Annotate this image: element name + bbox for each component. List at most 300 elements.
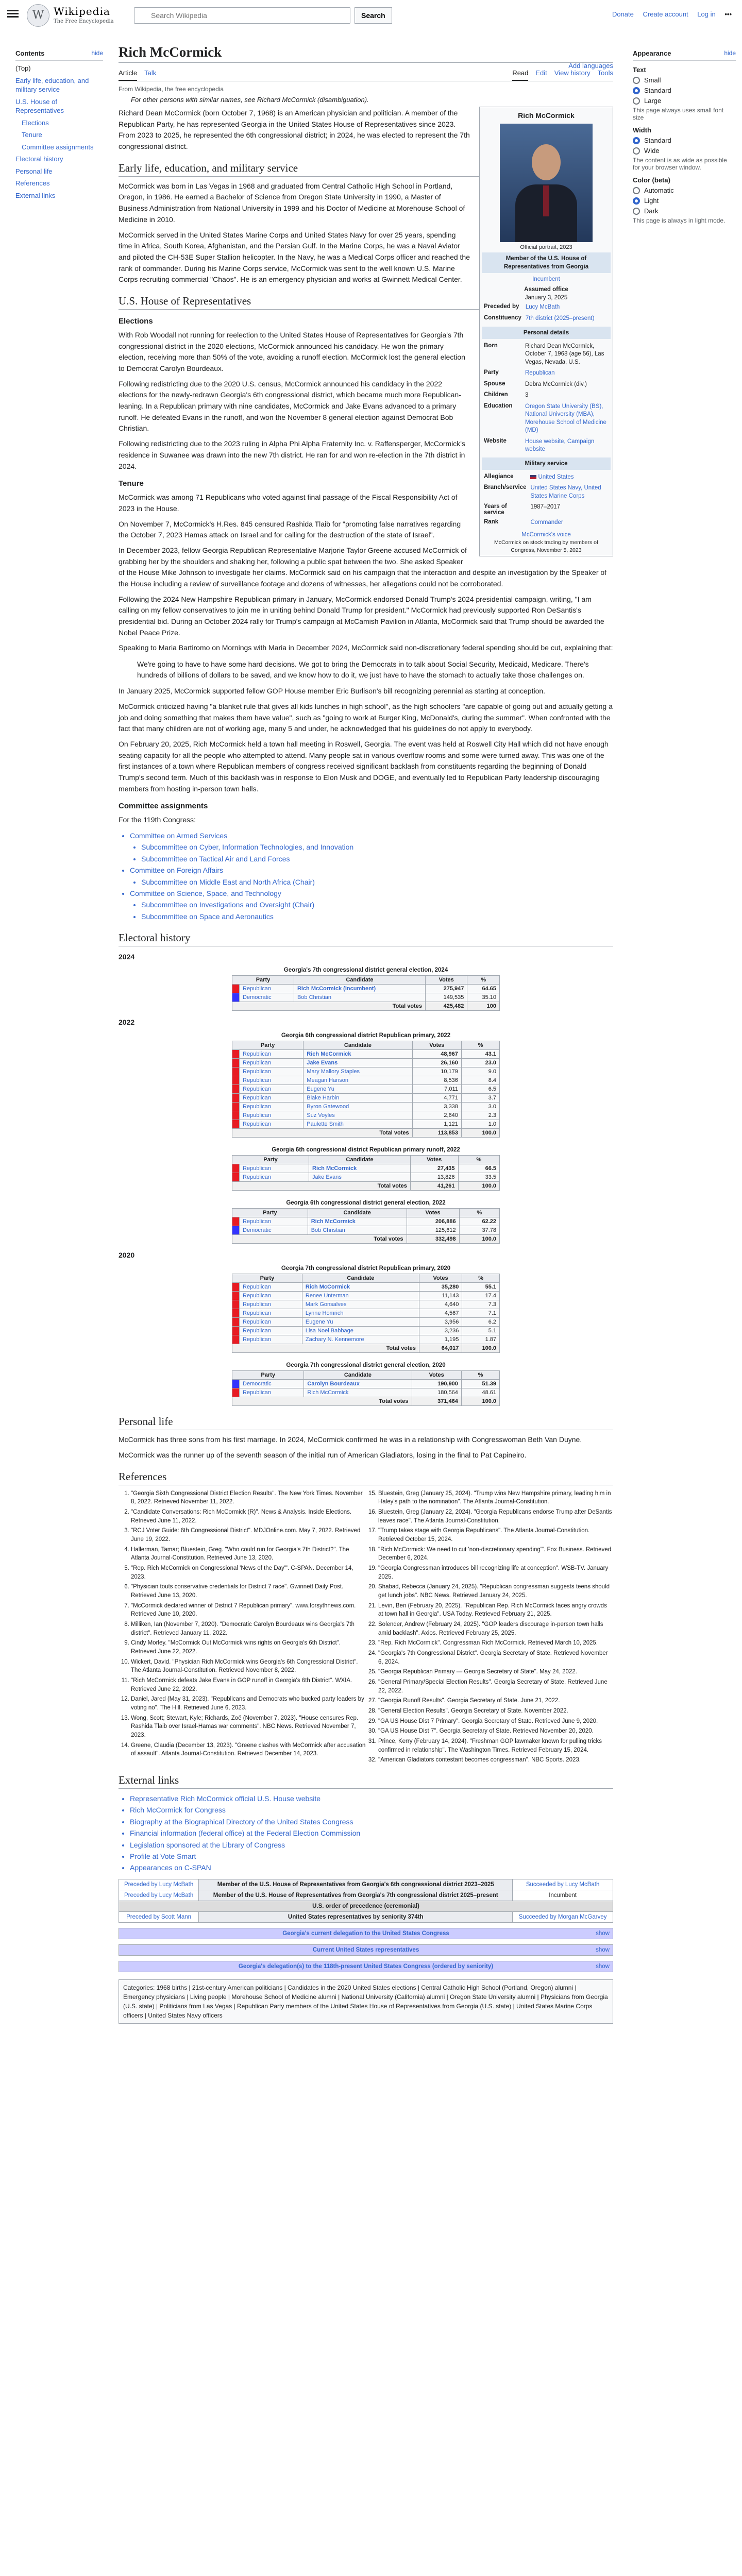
toc-item-external-links[interactable]: External links [15, 192, 56, 200]
site-header [0, 0, 742, 31]
table-row [232, 1300, 500, 1309]
tenure-paragraph: In January 2025, McCormick supported fellow GOP House member Eric Burlison's bill recognizing perennial as starting at conception. [119, 687, 546, 696]
party-color-swatch [232, 1120, 240, 1129]
external-link[interactable]: • Biography at the Biographical Directory of the United States Congress [130, 1816, 613, 1827]
tenure-paragraph: On November 7, McCormick's H.Res. 845 censured Rashida Tlaib for "promoting false narratives regarding the October 7, 2023 Hamas attack on Israel and for calling for the destruction of the state of Israel". [119, 519, 461, 539]
categories-box: Categories: 1968 births | 21st-century American politicians | Candidates in the 2020 United States elections | Central Catholic High School (Portland, Oregon) alumni | Emergency physicians | Living people | Morehouse School of Medicine alumni | National University (California) alumni | Oregon State University alumni | Physicians from Georgia (U.S. state) | Politicians from Las Vegas | Republican Party members of the United States House of Representatives from Georgia (U.S. state) | United States Marine Corps officers | United States Navy officers [119, 1979, 613, 2024]
party-cell[interactable]: Republican [240, 1103, 303, 1111]
branch-label: Branch/service [484, 484, 527, 491]
table-row [232, 1164, 500, 1173]
percent-cell: 62.22 [459, 1217, 499, 1226]
party-color-swatch [232, 1164, 240, 1173]
subsection-heading-elections: Elections [119, 316, 153, 326]
party-cell[interactable]: Republican [240, 1327, 302, 1335]
military-service-band: Military service [482, 457, 611, 470]
user-links [605, 10, 732, 18]
reference-item: 15. Bluestein, Greg (January 25, 2024). "Trump wins New Hampshire primary, leading him in Haley's path to the nomination". The Atlanta Journal-Constitution. [378, 1489, 613, 1506]
votes-cell: 8,536 [412, 1076, 461, 1085]
votes-cell: 4,567 [419, 1309, 462, 1318]
committee-item[interactable]: • Subcommittee on Tactical Air and Land Forces [141, 853, 613, 865]
search-button[interactable]: Search [355, 7, 392, 24]
color-option-automatic[interactable] [633, 187, 736, 194]
committee-item[interactable]: • Committee on Foreign Affairs [130, 865, 613, 876]
percent-cell: 1.0 [461, 1120, 499, 1129]
tab-edit[interactable]: Edit [535, 69, 547, 77]
radio-icon[interactable] [633, 208, 640, 215]
tenure-paragraph: Following the 2024 New Hampshire Republican primary in January, McCormick endorsed Donald Trump's 2024 presidential campaign, writing, "I am calling on my fellow conservatives to join me in uniting behind Donald Trump for president." McCormick had previously supported Ron DeSantis's presidential bid. During an October 2024 rally for Trump's campaign at McCamish Pavilion in Atlanta, McCormick said that Trump should be awarded the Nobel Peace Prize. [119, 595, 604, 637]
toc-item-elections[interactable]: Elections [22, 118, 49, 127]
electoral-tables [119, 953, 613, 1406]
party-cell[interactable]: Democratic [240, 1380, 304, 1388]
voice-caption: McCormick on stock trading by members of Congress, November 5, 2023 [494, 539, 598, 553]
external-link[interactable]: • Rich McCormick for Congress [130, 1804, 613, 1816]
born-label: Born [484, 342, 498, 349]
radio-icon[interactable] [633, 87, 640, 94]
reference-item: 31. Prince, Kerry (February 14, 2024). "Freshman GOP lawmaker known for pulling tricks confirmed in relationship". The Washington Times. Retrieved February 15, 2024. [378, 1737, 613, 1754]
candidate-cell[interactable]: Zachary N. Kennemore [302, 1335, 419, 1344]
party-cell[interactable]: Republican [240, 985, 294, 993]
committee-list [119, 830, 613, 922]
table-row [232, 1217, 500, 1226]
precedence-band: U.S. order of precedence (ceremonial) [119, 1901, 613, 1911]
external-link[interactable]: • Appearances on C-SPAN [130, 1862, 613, 1873]
table-row [232, 1076, 500, 1085]
color-option-light[interactable] [633, 197, 736, 205]
rank-label: Rank [484, 519, 499, 526]
succession-preceded[interactable]: Preceded by Lucy McBath [119, 1890, 199, 1901]
column-header-votes: Votes [412, 1371, 461, 1380]
party-cell[interactable]: Republican [240, 1111, 303, 1120]
party-color-swatch [232, 1309, 240, 1318]
education-value[interactable]: Oregon State University (BS), National University (MBA), Morehouse School of Medicine (MD) [525, 403, 606, 434]
party-cell[interactable]: Republican [240, 1120, 303, 1129]
party-color-swatch [232, 1050, 240, 1059]
party-color-swatch [232, 1173, 240, 1182]
reference-item: 1. "Georgia Sixth Congressional District Election Results". The New York Times. November 8, 2022. Retrieved November 11, 2022. [131, 1489, 366, 1506]
years-value: 1987–2017 [530, 504, 561, 511]
reference-item: 27. "Georgia Runoff Results". Georgia Secretary of State. June 21, 2022. [378, 1697, 613, 1705]
section-heading-early-life: Early life, education, and military service [119, 162, 613, 177]
color-description: This page is always in light mode. [633, 217, 726, 224]
candidate-cell[interactable]: Rich McCormick (incumbent) [294, 985, 425, 993]
navbox-title-link[interactable]: Georgia's current delegation to the United States Congress [282, 1930, 449, 1937]
navbox-title-link[interactable]: Current United States representatives [312, 1946, 419, 1953]
portrait-image[interactable] [500, 124, 593, 242]
infobox [479, 107, 613, 556]
table-row [232, 1094, 500, 1103]
party-cell[interactable]: Republican [240, 1076, 303, 1085]
personal-paragraph: McCormick has three sons from his first marriage. In 2024, McCormick confirmed he was in a relationship with Congresswoman Beth Van Duyne. [119, 1435, 582, 1444]
party-cell[interactable]: Republican [240, 1283, 302, 1292]
total-row [232, 1182, 500, 1191]
allegiance-value[interactable]: United States [538, 473, 574, 480]
incumbent-link[interactable]: Incumbent [532, 276, 560, 283]
column-header-candidate: Candidate [309, 1156, 411, 1164]
column-header-candidate: Candidate [308, 1209, 407, 1217]
table-row [232, 985, 500, 993]
committee-item[interactable]: • Subcommittee on Space and Aeronautics [141, 911, 613, 922]
infobox-name: Rich McCormick [518, 111, 575, 120]
party-cell[interactable]: Republican [240, 1292, 302, 1300]
committee-item[interactable]: • Committee on Armed Services [130, 830, 613, 841]
reference-item: 21. Levin, Ben (February 20, 2025). "Republican Rep. Rich McCormick faces angry crowds at town hall in Georgia". USA Today. Retrieved February 21, 2025. [378, 1602, 613, 1619]
reference-item: 29. "GA US House Dist 7 Primary". Georgia Secretary of State. Retrieved June 9, 2020. [378, 1717, 613, 1726]
candidate-cell[interactable]: Lynne Homrich [302, 1309, 419, 1318]
party-color-swatch [232, 1103, 240, 1111]
votes-cell: 7,011 [412, 1085, 461, 1094]
column-header-percent: % [462, 1274, 500, 1283]
subsection-heading-committees: Committee assignments [119, 802, 208, 811]
candidate-cell[interactable]: Meagan Hanson [303, 1076, 412, 1085]
total-votes-label: Total votes [232, 1182, 411, 1191]
subsection-heading-tenure: Tenure [119, 479, 144, 488]
candidate-cell[interactable]: Renee Unterman [302, 1292, 419, 1300]
party-color-swatch [232, 1380, 240, 1388]
candidate-cell[interactable]: Rich McCormick [303, 1050, 412, 1059]
candidate-cell[interactable]: Eugene Yu [302, 1318, 419, 1327]
tab-talk[interactable]: Talk [144, 69, 157, 77]
total-votes-value: 425,482 [425, 1002, 467, 1011]
section-heading-personal-life: Personal life [119, 1415, 613, 1430]
candidate-cell[interactable]: Rich McCormick [304, 1388, 412, 1397]
votes-cell: 4,640 [419, 1300, 462, 1309]
text-size-option-label: Small [644, 76, 661, 84]
total-row [232, 1397, 500, 1406]
external-link[interactable]: • Financial information (federal office) at the Federal Election Commission [130, 1827, 613, 1839]
committee-item[interactable]: • Subcommittee on Middle East and North Africa (Chair) [141, 876, 613, 888]
party-cell[interactable]: Democratic [240, 993, 294, 1002]
table-row [232, 1292, 500, 1300]
total-votes-label: Total votes [232, 1344, 419, 1353]
reference-item: 12. Daniel, Jared (May 31, 2023). "Republicans and Democrats who bucked party leaders by voting no". The Hill. Retrieved June 6, 2023. [131, 1695, 366, 1712]
navbox-title-link[interactable]: Georgia's delegation(s) to the 118th-present United States Congress (ordered by seniority) [238, 1963, 494, 1970]
portrait-caption: Official portrait, 2023 [520, 244, 572, 250]
party-cell[interactable]: Democratic [240, 1226, 308, 1235]
total-votes-value: 332,498 [407, 1235, 459, 1244]
add-languages-button[interactable]: Add languages [568, 62, 613, 70]
party-color-swatch [232, 1318, 240, 1327]
children-label: Children [484, 392, 508, 398]
votes-cell: 125,612 [407, 1226, 459, 1235]
radio-icon[interactable] [633, 77, 640, 84]
site-tagline: From Wikipedia, the free encyclopedia [119, 86, 224, 93]
percent-cell: 35.10 [467, 993, 500, 1002]
party-cell[interactable]: Republican [240, 1050, 303, 1059]
precedence-succeeded[interactable]: Succeeded by Morgan McGarvey [513, 1911, 613, 1922]
candidate-cell[interactable]: Rich McCormick [309, 1164, 411, 1173]
main-menu-icon[interactable] [7, 8, 19, 19]
votes-cell: 4,771 [412, 1094, 461, 1103]
article-content [119, 31, 613, 2024]
external-links-list [119, 1793, 613, 1874]
donate-link[interactable]: Donate [612, 10, 634, 18]
party-cell[interactable]: Republican [240, 1173, 309, 1182]
electoral-year-heading: 2022 [119, 1018, 135, 1027]
candidate-cell[interactable]: Mark Gonsalves [302, 1300, 419, 1309]
appearance-hide-button[interactable]: hide [724, 49, 736, 57]
candidate-cell[interactable]: Eugene Yu [303, 1085, 412, 1094]
votes-cell: 2,640 [412, 1111, 461, 1120]
party-cell[interactable]: Republican [240, 1067, 303, 1076]
column-header-percent: % [461, 1371, 499, 1380]
toc-item-references[interactable]: References [15, 179, 50, 188]
percent-cell: 33.5 [458, 1173, 499, 1182]
radio-icon[interactable] [633, 187, 640, 194]
votes-cell: 206,886 [407, 1217, 459, 1226]
search-input[interactable] [134, 7, 350, 24]
column-header-votes: Votes [412, 1041, 461, 1050]
column-header-party: Party [232, 1209, 308, 1217]
candidate-cell[interactable]: Jake Evans [309, 1173, 411, 1182]
succession-office: Member of the U.S. House of Representatives from Georgia's 6th congressional district 2023–2025 [199, 1879, 513, 1890]
years-label: Years of service [484, 503, 507, 516]
text-size-option-label: Large [644, 97, 662, 105]
table-row [232, 1173, 500, 1182]
wordmark-tagline: The Free Encyclopedia [54, 19, 114, 24]
election-table-caption: Georgia 6th congressional district general election, 2022 [286, 1200, 446, 1207]
reference-item: 32. "American Gladiators contestant becomes congressman". NBC Sports. 2023. [378, 1756, 613, 1765]
reference-item: 6. "Physician touts conservative credentials for District 7 race". Gwinnett Daily Post. Retrieved June 13, 2020. [131, 1583, 366, 1600]
toc-item-electoral-history[interactable]: Electoral history [15, 155, 63, 163]
candidate-cell[interactable]: Carolyn Bourdeaux [304, 1380, 412, 1388]
table-row [232, 1120, 500, 1129]
reference-item: 10. Wickert, David. "Physician Rich McCormick wins Georgia's 6th Congressional District". The Atlanta Journal-Constitution. Retrieved November 8, 2022. [131, 1658, 366, 1675]
election-table-header-row [232, 1209, 500, 1217]
table-row [232, 1335, 500, 1344]
text-size-option-large[interactable] [633, 97, 736, 105]
party-color-swatch [232, 1067, 240, 1076]
election-table-caption: Georgia 6th congressional district Republican primary runoff, 2022 [272, 1147, 460, 1154]
spouse-label: Spouse [484, 380, 505, 387]
voice-link[interactable]: McCormick's voice [521, 531, 571, 538]
candidate-cell[interactable]: Bob Christian [294, 993, 425, 1002]
party-cell[interactable]: Republican [240, 1309, 302, 1318]
party-cell[interactable]: Republican [240, 1300, 302, 1309]
reference-item: 20. Shabad, Rebecca (January 24, 2025). "Republican congressman suggests teens should get lunch jobs". NBC News. Retrieved January 24, 2025. [378, 1583, 613, 1600]
wikipedia-logo[interactable]: W [27, 4, 49, 27]
committee-intro: For the 119th Congress: [119, 816, 196, 824]
election-table-header-row [232, 1041, 500, 1050]
navbox-show-button[interactable]: show [596, 1963, 610, 1970]
party-color-swatch [232, 985, 240, 993]
committee-item[interactable]: • Committee on Science, Space, and Technology [130, 888, 613, 899]
total-percent-value: 100.0 [462, 1344, 500, 1353]
early-life-paragraph: McCormick was born in Las Vegas in 1968 and graduated from Central Catholic High School in Portland, Oregon, in 1986. He earned a Bachelor of Science from Oregon State University in 1990, a Master of Business Administration from National University in 1999 and his Doctor of Medicine at Morehouse School of Medicine in 2010. [119, 181, 465, 224]
constituency-value[interactable]: 7th district (2025–present) [525, 315, 595, 321]
office-band: Member of the U.S. House of Representatives from Georgia [482, 252, 611, 273]
navbox [119, 1944, 613, 1956]
tenure-paragraph: Speaking to Maria Bartiromo on Mornings with Maria in December 2024, McCormick said non-discretionary federal spending should be cut, explaining that: [119, 643, 613, 652]
candidate-cell[interactable]: Bob Christian [308, 1226, 407, 1235]
election-table-header-row [232, 976, 500, 985]
text-size-option-small[interactable] [633, 76, 736, 84]
toc-item-tenure[interactable]: Tenure [22, 131, 42, 139]
candidate-cell[interactable]: Rich McCormick [308, 1217, 407, 1226]
color-option-label: Automatic [644, 187, 674, 194]
votes-cell: 35,280 [419, 1283, 462, 1292]
text-size-option-standard[interactable] [633, 87, 736, 94]
navbox-show-button[interactable]: show [596, 1930, 610, 1937]
rank-value[interactable]: Commander [530, 519, 563, 526]
succession-box [119, 1879, 613, 1923]
preceded-by-value[interactable]: Lucy McBath [525, 304, 560, 311]
width-option-wide[interactable] [633, 147, 736, 155]
personal-details [482, 341, 611, 455]
color-option-dark[interactable] [633, 207, 736, 215]
tab-article[interactable]: Article [119, 66, 137, 81]
candidate-cell[interactable]: Rich McCormick [302, 1283, 419, 1292]
text-size-group-label: Text [633, 66, 646, 74]
external-link[interactable]: • Representative Rich McCormick official U.S. House website [130, 1793, 613, 1804]
percent-cell: 55.1 [462, 1283, 500, 1292]
wikipedia-wordmark[interactable] [54, 5, 114, 24]
party-cell[interactable]: Republican [240, 1318, 302, 1327]
party-color-swatch [232, 1094, 240, 1103]
color-option-label: Light [644, 197, 659, 205]
party-cell[interactable]: Republican [240, 1335, 302, 1344]
votes-cell: 190,900 [412, 1380, 461, 1388]
party-color-swatch [232, 1335, 240, 1344]
election-table-caption: Georgia 6th congressional district Republican primary, 2022 [281, 1032, 451, 1039]
percent-cell: 5.1 [462, 1327, 500, 1335]
page-title: Rich McCormick [119, 44, 613, 63]
party-cell[interactable]: Republican [240, 1085, 303, 1094]
candidate-cell[interactable]: Blake Harbin [303, 1094, 412, 1103]
section-heading-references: References [119, 1470, 613, 1485]
tab-view-history[interactable]: View history [554, 69, 591, 77]
candidate-cell[interactable]: Paulette Smith [303, 1120, 412, 1129]
reference-item: 30. "GA US House Dist 7". Georgia Secretary of State. Retrieved November 20, 2020. [378, 1727, 613, 1736]
toc-hide-button[interactable]: hide [91, 49, 103, 57]
candidate-cell[interactable]: Byron Gatewood [303, 1103, 412, 1111]
party-cell[interactable]: Republican [240, 1217, 308, 1226]
radio-icon[interactable] [633, 147, 640, 155]
log-in-link[interactable]: Log in [697, 10, 716, 18]
election-table-caption: Georgia's 7th congressional district general election, 2024 [283, 967, 448, 974]
candidate-cell[interactable]: Mary Mallory Staples [303, 1067, 412, 1076]
total-percent-value: 100.0 [459, 1235, 499, 1244]
percent-cell: 23.0 [461, 1059, 499, 1067]
navbox-title [119, 1945, 613, 1955]
total-votes-value: 113,853 [412, 1129, 461, 1138]
votes-cell: 1,195 [419, 1335, 462, 1344]
wordmark-title: Wikipedia [54, 5, 110, 18]
total-votes-value: 371,464 [412, 1397, 461, 1406]
election-results-table [232, 965, 500, 1011]
candidate-cell[interactable]: Jake Evans [303, 1059, 412, 1067]
toc-item-u-s-house-of-representatives[interactable]: U.S. House of Representatives [15, 97, 64, 115]
reference-item: 18. "Rich McCormick: We need to cut 'non-discretionary spending'". Fox Business. Retrieved December 6, 2024. [378, 1546, 613, 1563]
width-group-label: Width [633, 126, 651, 134]
reference-item: 25. "Georgia Republican Primary — Georgia Secretary of State". May 24, 2022. [378, 1668, 613, 1676]
column-header-percent: % [461, 1041, 499, 1050]
branch-value[interactable]: United States Navy, United States Marine Corps [530, 485, 601, 499]
total-votes-value: 41,261 [410, 1182, 458, 1191]
electoral-year-heading: 2024 [119, 953, 135, 961]
candidate-cell[interactable]: Lisa Noel Babbage [302, 1327, 419, 1335]
succession-succeeded[interactable]: Succeeded by Lucy McBath [513, 1879, 613, 1890]
born-value: Richard Dean McCormick, October 7, 1968 (age 56), Las Vegas, Nevada, U.S. [525, 343, 604, 365]
party-label: Party [484, 369, 499, 376]
more-options-icon[interactable]: ••• [724, 10, 732, 18]
reference-item: 26. "General Primary/Special Election Results". Georgia Secretary of State. Retrieved June 22, 2022. [378, 1678, 613, 1695]
hatnote: For other persons with similar names, see Richard McCormick (disambiguation). [131, 96, 369, 104]
width-description: The content is as wide as possible for your browser window. [633, 157, 727, 171]
election-results-table [232, 1360, 500, 1406]
candidate-cell[interactable]: Suz Voyles [303, 1111, 412, 1120]
party-color-swatch [232, 1217, 240, 1226]
block-quote: We're going to have to have some hard decisions. We got to bring the Democrats in to talk about Social Security, Medicaid, Medicare. There's hundreds of billions of dollars to be saved, and we know how to do it, we just have to have the stomach to actually take those challenges on. [137, 660, 589, 680]
percent-cell: 3.0 [461, 1103, 499, 1111]
allegiance-label: Allegiance [484, 473, 514, 480]
committee-item[interactable]: • Subcommittee on Investigations and Oversight (Chair) [141, 899, 613, 910]
party-cell[interactable]: Republican [240, 1094, 303, 1103]
width-option-standard[interactable] [633, 137, 736, 144]
tab-read[interactable]: Read [512, 66, 528, 81]
column-header-party: Party [232, 976, 294, 985]
external-link[interactable]: • Legislation sponsored at the Library of Congress [130, 1839, 613, 1851]
toc-item-early-life-education-and-military-service[interactable]: Early life, education, and military service [15, 76, 89, 94]
precedence-preceded[interactable]: Preceded by Scott Mann [119, 1911, 199, 1922]
committee-item[interactable]: • Subcommittee on Cyber, Information Technologies, and Innovation [141, 841, 613, 853]
percent-cell: 43.1 [461, 1050, 499, 1059]
radio-icon[interactable] [633, 137, 640, 144]
column-header-votes: Votes [425, 976, 467, 985]
navbox [119, 1961, 613, 1972]
votes-cell: 10,179 [412, 1067, 461, 1076]
external-link[interactable]: • Profile at Vote Smart [130, 1851, 613, 1862]
toc-heading [15, 49, 103, 61]
website-value[interactable]: House website, Campaign website [525, 438, 595, 453]
width-option-label: Standard [644, 137, 671, 144]
election-results-table [232, 1198, 500, 1244]
party-cell[interactable]: Republican [240, 1059, 303, 1067]
votes-cell: 11,143 [419, 1292, 462, 1300]
party-color-swatch [232, 993, 240, 1002]
navbox-show-button[interactable]: show [596, 1946, 610, 1953]
toc-item-committee-assignments[interactable]: Committee assignments [22, 143, 94, 151]
table-of-contents [15, 49, 103, 200]
column-header-percent: % [458, 1156, 499, 1164]
website-label: Website [484, 437, 507, 444]
party-cell[interactable]: Republican [240, 1164, 309, 1173]
lead-paragraph: Richard Dean McCormick (born October 7, 1968) is an American physician and politician. A member of the Republican Party, he has represented Georgia in the United States House of Representatives since 2023. From 2023 to 2025, he represented the 6th congressional district; in 2024, he was elected to represent the 7th congressional district. [119, 109, 470, 151]
radio-icon[interactable] [633, 197, 640, 205]
table-row [232, 1283, 500, 1292]
children-value: 3 [525, 392, 529, 399]
radio-icon[interactable] [633, 97, 640, 105]
personal-paragraph: McCormick was the runner up of the seventh season of the initial run of American Gladiators, losing in the final to Pat Capineiro. [119, 1450, 527, 1459]
toc-item-top[interactable]: (Top) [15, 64, 31, 72]
table-row [232, 1226, 500, 1235]
appearance-title: Appearance [633, 49, 671, 57]
succession-preceded[interactable]: Preceded by Lucy McBath [119, 1879, 199, 1890]
office-details [482, 302, 611, 324]
toc-item-personal-life[interactable]: Personal life [15, 167, 53, 175]
table-row [232, 1111, 500, 1120]
education-label: Education [484, 402, 513, 409]
section-heading-external-links: External links [119, 1774, 613, 1789]
create-account-link[interactable]: Create account [643, 10, 688, 18]
party-cell[interactable]: Republican [240, 1388, 304, 1397]
reference-item: 11. "Rich McCormick defeats Jake Evans in GOP runoff in Georgia's 6th District". WXIA. Retrieved June 22, 2022. [131, 1676, 366, 1693]
percent-cell: 2.3 [461, 1111, 499, 1120]
votes-cell: 3,236 [419, 1327, 462, 1335]
tab-tools[interactable]: Tools [597, 69, 613, 77]
party-value[interactable]: Republican [525, 370, 555, 377]
width-option-label: Wide [644, 147, 660, 155]
votes-cell: 1,121 [412, 1120, 461, 1129]
